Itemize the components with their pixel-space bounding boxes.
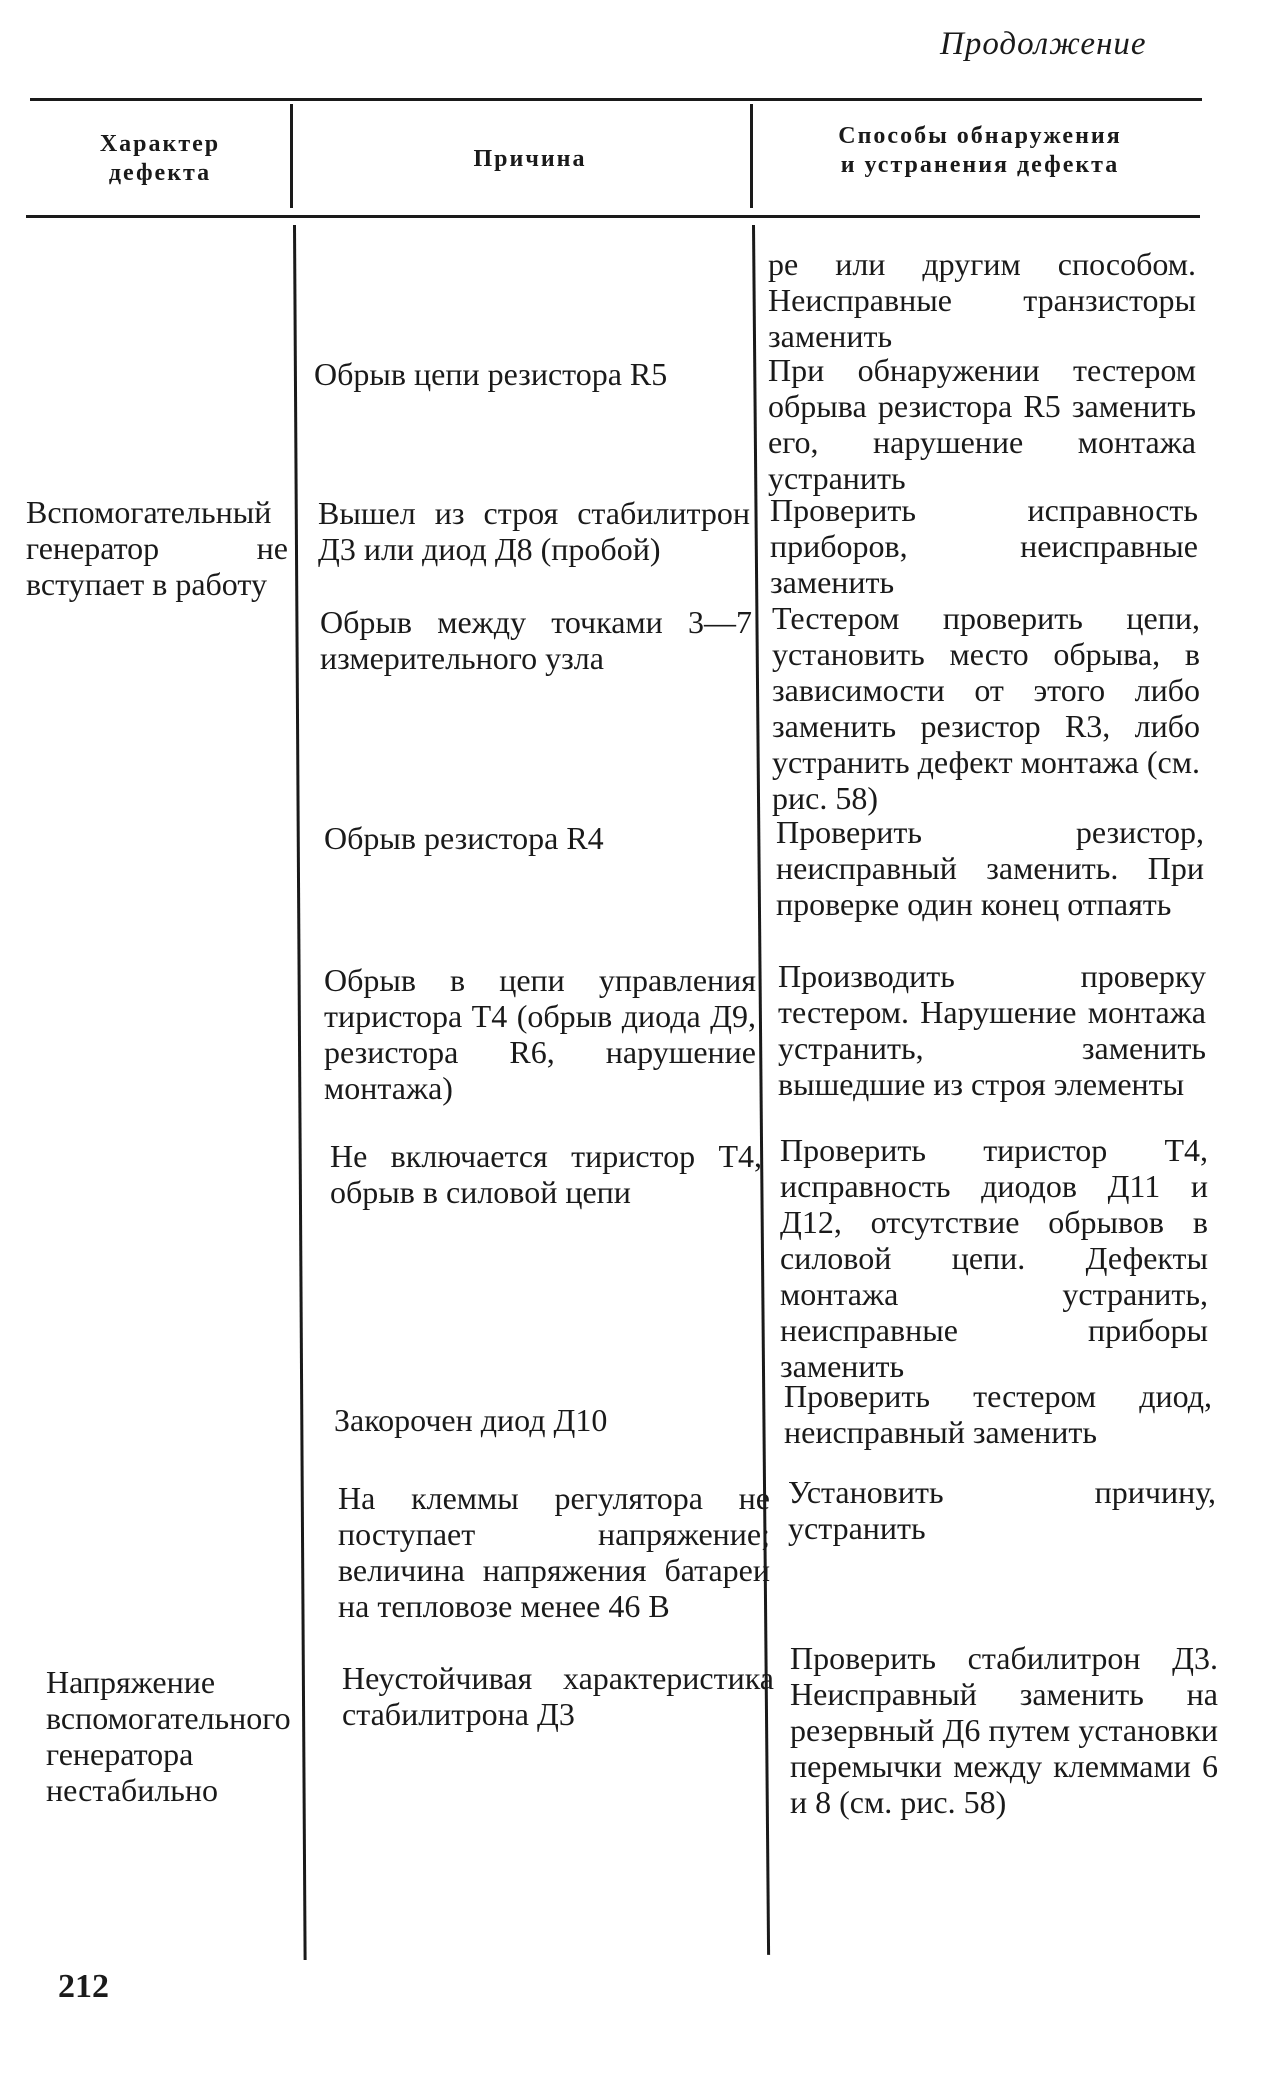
- remedy-cell: Проверить тиристор Т4, исправность диодов Д11 и Д12, отсутствие обрывов в силовой цепи. Дефекты монтажа устранить, неисправные приборы заменить: [780, 1132, 1208, 1384]
- remedy-cell: Тестером проверить цепи, установить место обрыва, в зависимости от этого либо заменить резистор R3, либо устранить дефект монтажа (см. рис. 58): [772, 600, 1200, 816]
- remedy-cell: При обнаружении тестером обрыва резистора R5 заменить его, нарушение монтажа устранить: [768, 352, 1196, 496]
- remedy-cell: Проверить исправность приборов, неисправные заменить: [770, 492, 1198, 600]
- remedy-cell: Производить проверку тестером. Нарушение монтажа устранить, заменить вышедшие из строя элементы: [778, 958, 1206, 1102]
- remedy-cell: Проверить тестером диод, неисправный заменить: [784, 1378, 1212, 1450]
- remedy-cell: ре или другим способом. Неисправные транзисторы заменить: [768, 246, 1196, 354]
- cause-cell: Не включается тиристор Т4, обрыв в силовой цепи: [330, 1138, 762, 1210]
- cause-cell: Закорочен диод Д10: [334, 1402, 608, 1438]
- cause-cell: Обрыв в цепи управления тиристора Т4 (обрыв диода Д9, резистора R6, нарушение монтажа): [324, 962, 756, 1106]
- continuation-label: Продолжение: [940, 26, 1147, 62]
- header-divider-1: [290, 104, 293, 208]
- cause-cell: Вышел из строя стабилитрон Д3 или диод Д8 (пробой): [318, 495, 750, 567]
- cause-cell: На клеммы регулятора не поступает напряжение; величина напряжения батареи на тепловозе менее 46 В: [338, 1480, 770, 1624]
- page-number: 212: [58, 1968, 109, 2005]
- column-header-cause: Причина: [473, 146, 587, 172]
- cause-cell: Обрыв между точками 3—7 измерительного узла: [320, 604, 752, 676]
- cause-cell: Обрыв цепи резистора R5: [314, 356, 668, 392]
- remedy-cell: Проверить резистор, неисправный заменить. При проверке один конец отпаять: [776, 814, 1204, 922]
- table-top-rule: [30, 98, 1202, 101]
- cause-cell: Неустойчивая характеристика стабилитрона Д3: [342, 1660, 774, 1732]
- cause-cell: Обрыв резистора R4: [324, 820, 604, 856]
- defect-cell: Вспомогательный генератор не вступает в работу: [26, 494, 288, 602]
- column-header-remedy: Способы обнаружения и устранения дефекта: [838, 123, 1122, 178]
- defect-cell: Напряжение вспомогательного генератора нестабильно: [46, 1664, 291, 1808]
- column-header-defect: Характер дефекта: [99, 131, 221, 186]
- remedy-cell: Проверить стабилитрон Д3. Неисправный заменить на резервный Д6 путем установки перемычки между клеммами 6 и 8 (см. рис. 58): [790, 1640, 1218, 1820]
- header-divider-2: [750, 104, 753, 208]
- table-header-rule: [26, 215, 1200, 218]
- remedy-cell: Установить причину, устранить: [788, 1474, 1216, 1546]
